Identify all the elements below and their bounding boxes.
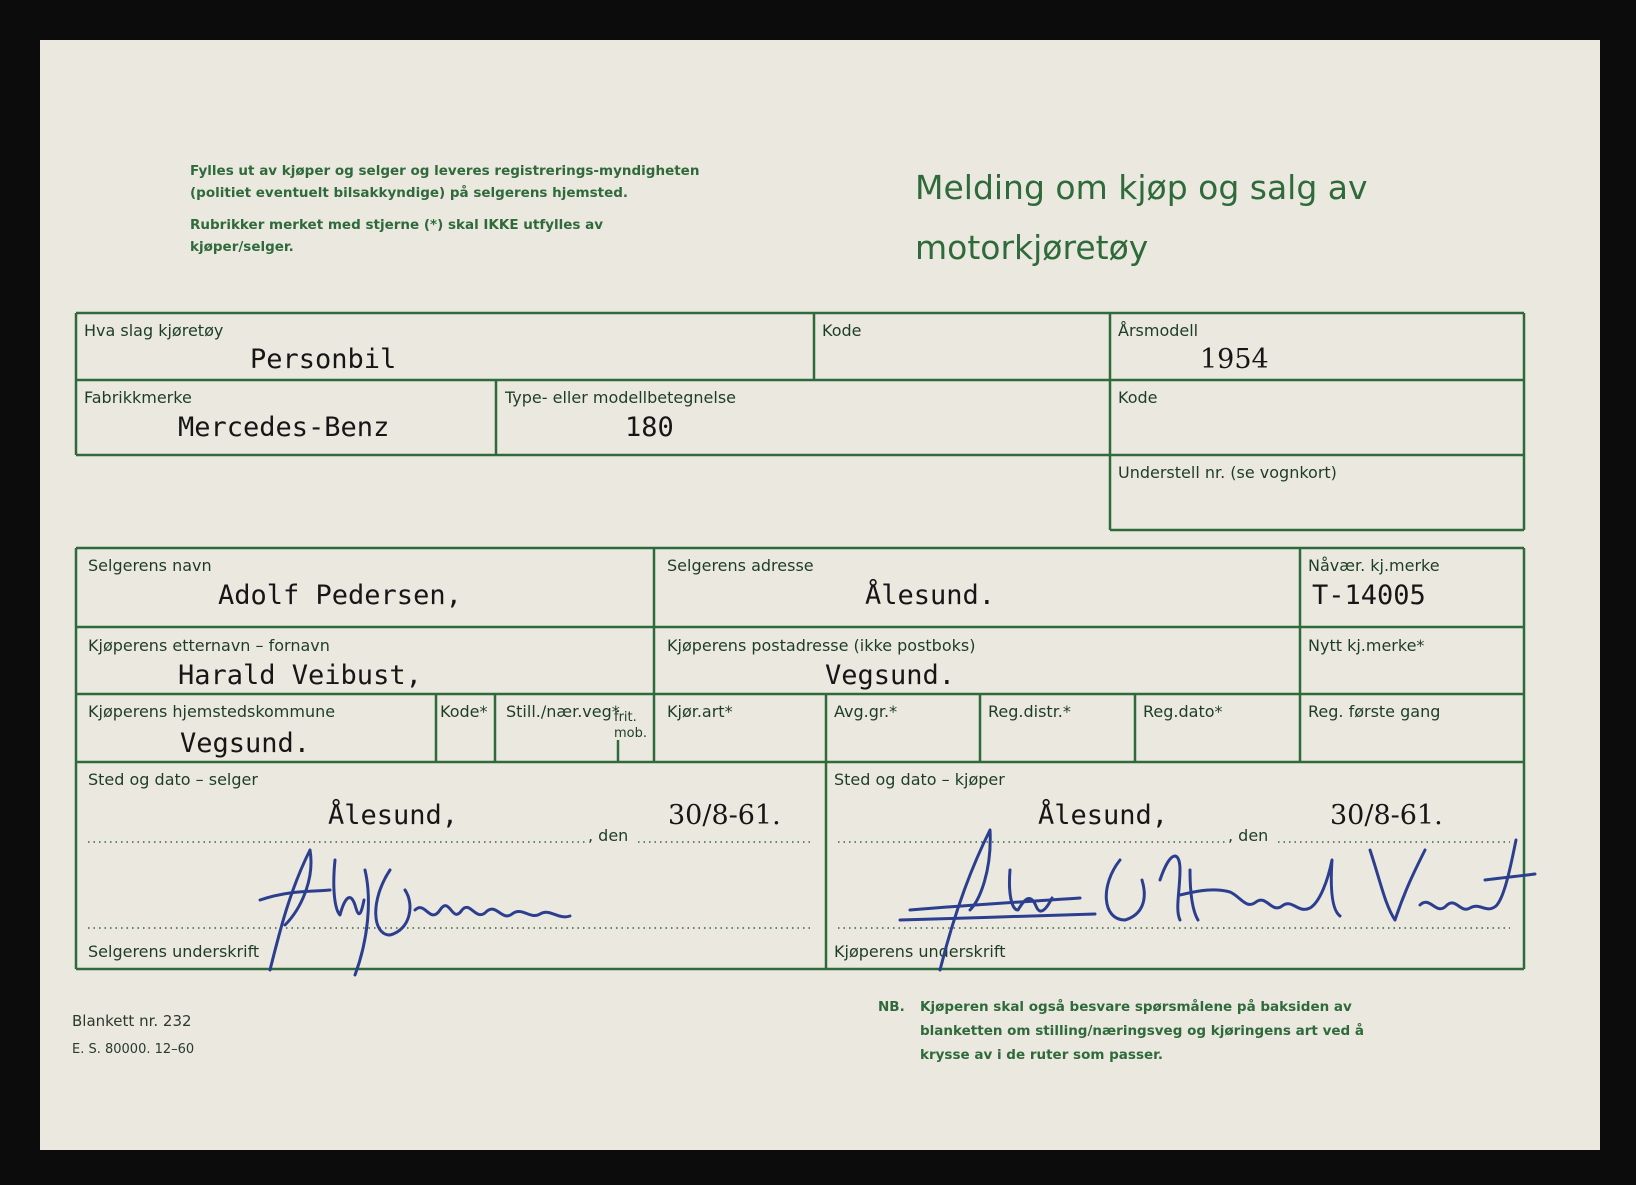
model-value: 180 bbox=[625, 412, 674, 443]
avggr-label: Avg.gr.* bbox=[834, 702, 898, 721]
buyer-signature-label: Kjøperens underskrift bbox=[834, 942, 1006, 961]
regdato-label: Reg.dato* bbox=[1143, 702, 1223, 721]
seller-place-label: Sted og dato – selger bbox=[88, 770, 258, 789]
buyer-date-value: 30/8-61. bbox=[1330, 800, 1443, 831]
buyer-signature bbox=[880, 810, 1540, 980]
buyer-name-label: Kjøperens etternavn – fornavn bbox=[88, 636, 330, 655]
seller-name-label: Selgerens navn bbox=[88, 556, 212, 575]
buyer-postal-label: Kjøperens postadresse (ikke postboks) bbox=[667, 636, 976, 655]
kjorart-label: Kjør.art* bbox=[667, 702, 733, 721]
buyer-den-label: , den bbox=[1228, 826, 1269, 845]
nb-label: NB. bbox=[878, 999, 905, 1015]
buyer-postal-value: Vegsund. bbox=[825, 660, 956, 691]
make-label: Fabrikkmerke bbox=[84, 388, 192, 407]
mob-label: mob. bbox=[614, 726, 648, 741]
year-label: Årsmodell bbox=[1118, 321, 1199, 340]
still-label: Still./nær.veg* bbox=[506, 702, 620, 721]
nb-text: Kjøperen skal også besvare spørsmålene på baksiden av blanketten om stilling/næringsveg og kjøringens art ved å krysse av i de ruter som passer. bbox=[920, 999, 1365, 1063]
seller-place-value: Ålesund, bbox=[328, 800, 459, 831]
instructions-text: Fylles ut av kjøper og selger og leveres registrerings-myndigheten (politiet eventuelt bilsakkyndige) på selgerens hjemsted. bbox=[190, 163, 700, 201]
code2-label: Kode bbox=[1118, 388, 1158, 407]
buyer-municipality-label: Kjøperens hjemstedskommune bbox=[88, 702, 336, 721]
regdistr-label: Reg.distr.* bbox=[988, 702, 1071, 721]
seller-signature-label: Selgerens underskrift bbox=[88, 942, 260, 961]
kode-label: Kode* bbox=[440, 702, 488, 721]
seller-address-label: Selgerens adresse bbox=[667, 556, 814, 575]
vehicle-type-value: Personbil bbox=[250, 344, 397, 375]
year-value: 1954 bbox=[1200, 344, 1269, 375]
current-reg-label: Nåvær. kj.merke bbox=[1308, 556, 1440, 575]
buyer-name-value: Harald Veibust, bbox=[178, 660, 422, 691]
frit-label: frit. bbox=[614, 710, 637, 725]
instructions-note: Rubrikker merket med stjerne (*) skal IKKE utfylles av kjøper/selger. bbox=[190, 217, 604, 255]
print-info: E. S. 80000. 12–60 bbox=[72, 1042, 195, 1057]
buyer-place-label: Sted og dato – kjøper bbox=[834, 770, 1005, 789]
new-reg-label: Nytt kj.merke* bbox=[1308, 636, 1425, 655]
regforste-label: Reg. første gang bbox=[1308, 702, 1441, 721]
seller-name-value: Adolf Pedersen, bbox=[218, 580, 462, 611]
seller-date-value: 30/8-61. bbox=[668, 800, 781, 831]
form-number: Blankett nr. 232 bbox=[72, 1012, 192, 1030]
form-paper bbox=[40, 40, 1600, 1150]
vehicle-type-label: Hva slag kjøretøy bbox=[84, 321, 224, 340]
code-label: Kode bbox=[822, 321, 862, 340]
page-title: Melding om kjøp og salg av motorkjøretøy bbox=[915, 168, 1368, 267]
model-label: Type- eller modellbetegnelse bbox=[505, 388, 736, 407]
seller-signature bbox=[240, 830, 600, 980]
seller-den-label: , den bbox=[588, 826, 629, 845]
buyer-place-value: Ålesund, bbox=[1038, 800, 1169, 831]
current-reg-value: T-14005 bbox=[1312, 580, 1426, 611]
make-value: Mercedes-Benz bbox=[178, 412, 390, 443]
chassis-label: Understell nr. (se vognkort) bbox=[1118, 463, 1337, 482]
buyer-municipality-value: Vegsund. bbox=[180, 728, 311, 759]
seller-address-value: Ålesund. bbox=[865, 580, 996, 611]
